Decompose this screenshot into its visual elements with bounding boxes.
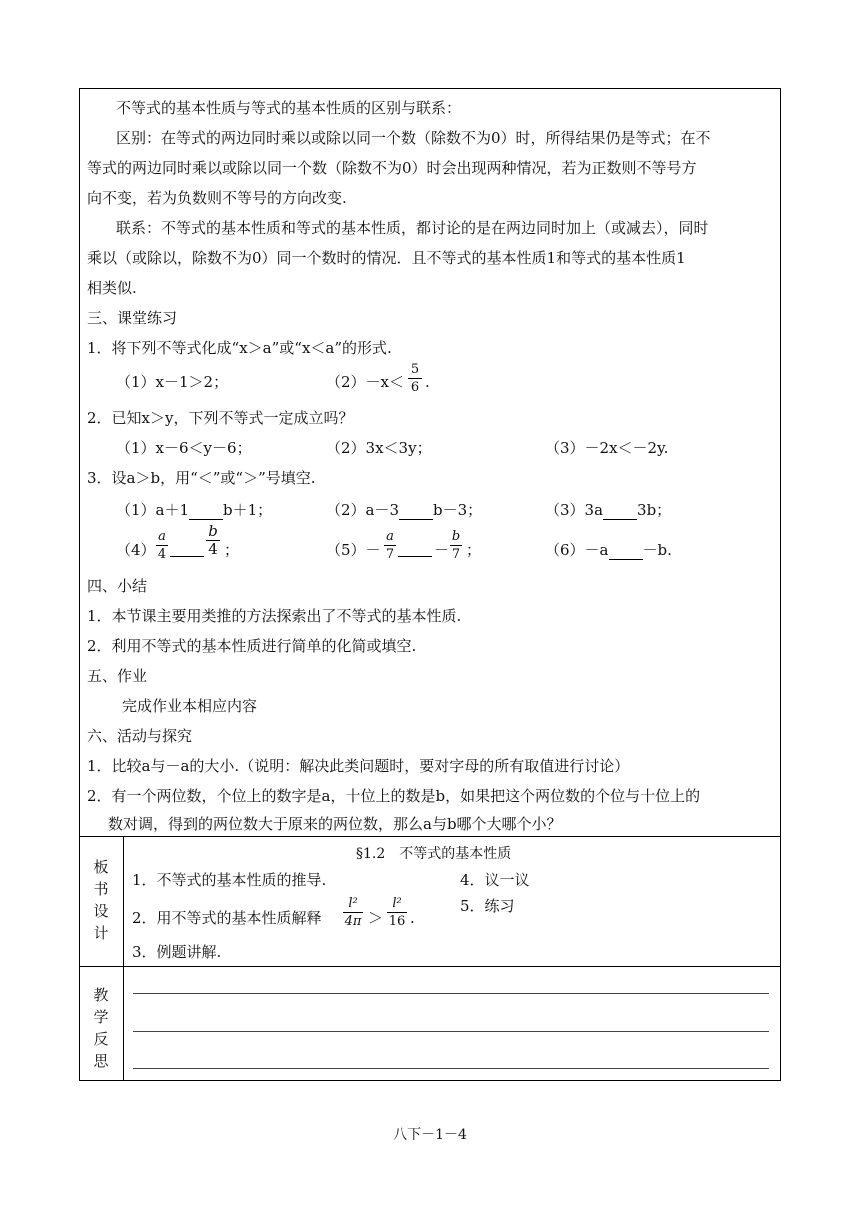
practice-q3-part3 — [545, 500, 671, 520]
fraction-denominator: 7 — [385, 547, 395, 562]
answer-blank[interactable] — [603, 505, 637, 520]
board-item-3: 3．例题讲解. — [132, 943, 222, 961]
comparison-title: 不等式的基本性质与等式的基本性质的区别与联系： — [116, 99, 462, 117]
answer-blank[interactable] — [399, 505, 433, 520]
homework-heading: 五、作业 — [87, 667, 148, 685]
fraction-denominator: 4π — [344, 914, 362, 929]
q3-part2-left: （2）a－3 — [326, 501, 400, 519]
summary-item-2: 2．利用不等式的基本性质进行简单的化简或填空. — [87, 637, 417, 655]
fraction-denominator: 16 — [388, 914, 406, 929]
board-item-1: 1．不等式的基本性质的推导. — [132, 871, 327, 889]
board-greater-sign: ＞ — [368, 909, 384, 927]
practice-q3-part6 — [545, 540, 672, 560]
practice-q1: 1．将下列不等式化成“x＞a”或“x＜a”的形式. — [87, 339, 392, 357]
q3-part1-left: （1）a＋1 — [116, 501, 190, 519]
fraction-numerator: l² — [392, 896, 402, 911]
fraction-denominator: 4 — [157, 547, 167, 562]
label-char: 计 — [93, 924, 109, 942]
label-char: 书 — [93, 880, 109, 898]
difference-line-3: 向不变，若为负数则不等号的方向改变. — [87, 189, 347, 207]
label-char: 学 — [93, 1008, 109, 1026]
fraction-denominator: 6 — [410, 380, 420, 395]
fraction-denominator: 7 — [451, 547, 461, 562]
practice-q3-part5-prefix: （5）－ — [326, 541, 381, 559]
connection-line-1: 联系：不等式的基本性质和等式的基本性质，都讨论的是在两边同时加上（或减去），同时 — [116, 219, 709, 237]
answer-blank[interactable] — [170, 542, 204, 557]
writing-line[interactable] — [133, 993, 769, 994]
practice-q3: 3．设a＞b，用“＜”或“＞”号填空. — [87, 469, 316, 487]
fraction-five-sixths — [408, 362, 422, 395]
fraction-numerator: a — [158, 529, 166, 544]
practice-q3-part4-prefix: （4） — [116, 541, 156, 559]
explore-heading: 六、活动与探究 — [87, 727, 193, 745]
writing-line[interactable] — [133, 1031, 769, 1032]
explore-item-1: 1．比较a与－a的大小.（说明：解决此类问题时，要对字母的所有取值进行讨论） — [87, 757, 630, 775]
practice-q3-part4-end: ； — [224, 541, 240, 559]
practice-q3-part1 — [116, 500, 272, 520]
board-item-2-end: . — [410, 909, 415, 927]
practice-heading: 三、课堂练习 — [87, 309, 178, 327]
practice-q2-part3: （3）－2x＜－2y. — [545, 439, 669, 457]
board-item-4: 4．议一议 — [460, 871, 530, 889]
practice-q3-part5-minus: － — [434, 541, 450, 559]
fraction-b-over-4 — [206, 524, 220, 557]
label-char: 设 — [93, 902, 109, 920]
writing-line[interactable] — [133, 1068, 769, 1069]
fraction-numerator: l² — [348, 896, 358, 911]
explore-item-2-line-1: 2．有一个两位数，个位上的数字是a，十位上的数是b，如果把这个两位数的个位与十位上的 — [87, 787, 701, 805]
practice-q3-part2 — [326, 500, 482, 520]
label-char: 反 — [93, 1030, 109, 1048]
board-item-2: 2．用不等式的基本性质解释 — [132, 909, 322, 927]
label-char: 思 — [93, 1052, 109, 1070]
q3-part3-left: （3）3a — [545, 501, 604, 519]
label-char: 板 — [93, 858, 109, 876]
difference-line-1: 区别：在等式的两边同时乘以或除以同一个数（除数不为0）时，所得结果仍是等式；在不 — [116, 129, 711, 147]
label-char: 教 — [93, 986, 109, 1004]
homework-text: 完成作业本相应内容 — [122, 697, 258, 715]
fraction-numerator: a — [386, 529, 394, 544]
fraction-a-over-7 — [384, 529, 396, 562]
fraction-l2-over-4pi — [343, 896, 363, 929]
reflection-label — [90, 984, 112, 1072]
page-number: 八下－1－4 — [393, 1127, 467, 1143]
fraction-numerator: b — [208, 522, 218, 540]
practice-q3-part5-end: ； — [466, 541, 482, 559]
fraction-b-over-7 — [450, 529, 462, 562]
fraction-numerator: b — [451, 529, 461, 544]
q3-part2-right: b－3； — [433, 501, 483, 519]
q3-part6-left: （6）－a — [545, 541, 609, 559]
reflection-section-divider — [79, 966, 781, 967]
board-item-5: 5．练习 — [460, 897, 515, 915]
connection-line-3: 相类似. — [87, 279, 137, 297]
practice-q2: 2．已知x＞y，下列不等式一定成立吗？ — [87, 409, 354, 427]
practice-q2-part2: （2）3x＜3y； — [326, 439, 432, 457]
fraction-l2-over-16 — [387, 896, 407, 929]
practice-q1-part2: （2）－x＜ — [326, 373, 405, 391]
summary-heading: 四、小结 — [87, 577, 148, 595]
answer-blank[interactable] — [189, 505, 223, 520]
practice-q2-part1: （1）x－6＜y－6； — [116, 439, 252, 457]
fraction-numerator: 5 — [410, 362, 420, 377]
explore-item-2-line-2: 数对调，得到的两位数大于原来的两位数，那么a与b哪个大哪个小？ — [108, 815, 562, 833]
difference-line-2: 等式的两边同时乘以或除以同一个数（除数不为0）时会出现两种情况，若为正数则不等号方 — [87, 159, 697, 177]
q3-part1-right: b＋1； — [223, 501, 273, 519]
board-title: §1.2 不等式的基本性质 — [356, 846, 512, 862]
answer-blank[interactable] — [609, 545, 643, 560]
fraction-denominator: 4 — [208, 540, 218, 558]
label-column-divider — [123, 836, 124, 1081]
fraction-a-over-4 — [156, 529, 168, 562]
board-design-label — [90, 856, 112, 944]
connection-line-2: 乘以（或除以，除数不为0）同一个数时的情况．且不等式的基本性质1和等式的基本性质1 — [87, 249, 686, 267]
summary-item-1: 1．本节课主要用类推的方法探索出了不等式的基本性质. — [87, 607, 462, 625]
practice-q1-part1: （1）x－1＞2； — [116, 373, 229, 391]
q3-part3-right: 3b； — [637, 501, 672, 519]
board-section-divider — [79, 836, 781, 837]
practice-q1-part2-end: . — [425, 373, 430, 391]
answer-blank[interactable] — [398, 542, 432, 557]
q3-part6-right: －b. — [642, 541, 672, 559]
